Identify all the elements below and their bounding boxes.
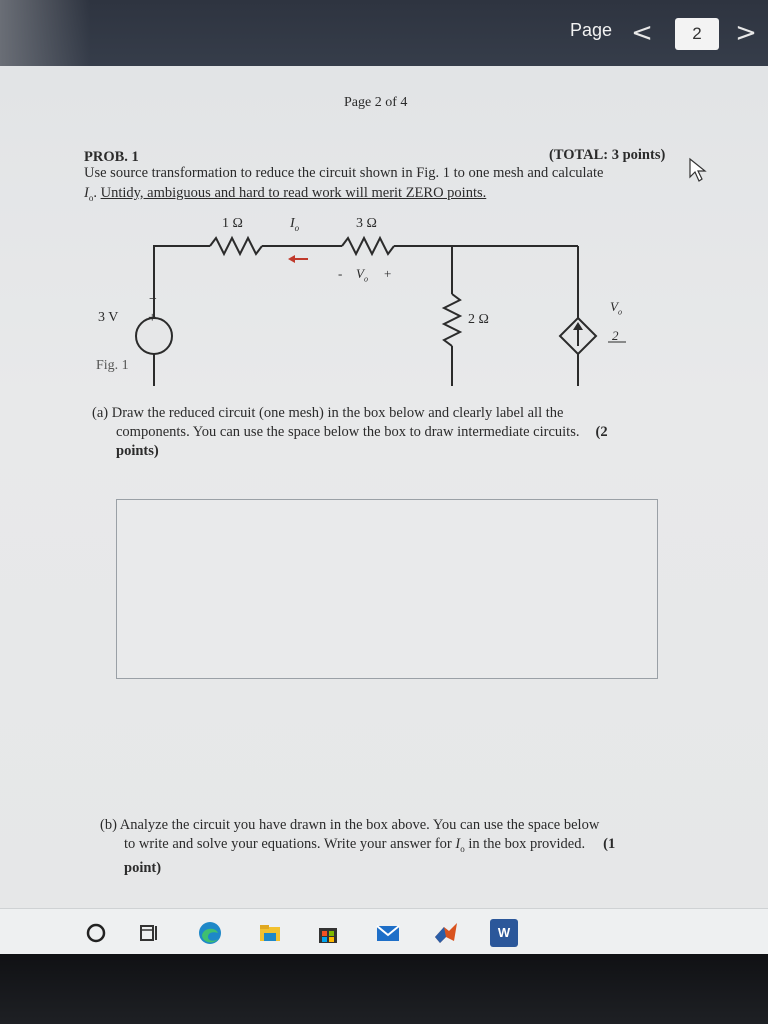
resistor-3-ohm — [342, 238, 394, 254]
label-vo-minus: - — [338, 266, 343, 281]
laptop-bezel — [0, 954, 768, 1024]
io-sub: o — [88, 192, 94, 203]
word-icon[interactable]: W — [490, 919, 518, 947]
source-plus: + — [148, 310, 157, 326]
label-r1: 1 Ω — [222, 216, 243, 231]
part-b-points: point) — [124, 859, 162, 876]
label-r2: 3 Ω — [356, 216, 377, 231]
page-label: Page — [570, 20, 613, 40]
problem-title: PROB. 1 — [84, 149, 139, 165]
label-r3: 2 Ω — [468, 312, 489, 327]
mouse-cursor-icon — [688, 157, 708, 183]
matlab-icon[interactable] — [432, 919, 460, 947]
label-source: 3 V — [98, 310, 119, 325]
source-minus: − — [149, 292, 157, 307]
store-icon[interactable] — [314, 919, 342, 947]
io-dot: . — [93, 185, 101, 201]
part-b-line2: to write and solve your equations. Write your answer for $I_o$ in the box provided. (1 — [124, 836, 616, 854]
part-a-line2: components. You can use the space below the box to draw intermediate circuits. (2 — [116, 424, 608, 440]
part-a-line1: (a) Draw the reduced circuit (one mesh) in the box below and clearly label all the — [92, 405, 564, 421]
answer-box-a[interactable] — [116, 499, 658, 679]
edge-icon[interactable] — [196, 919, 224, 947]
wire-left-top — [154, 246, 210, 318]
io-var: I — [84, 185, 89, 201]
label-dep-num: $V_o$ — [610, 299, 622, 317]
part-b-line1: (b) Analyze the circuit you have drawn in the box above. You can use the space below — [100, 817, 600, 833]
label-io: $I_o$ — [290, 216, 300, 233]
resistor-1-ohm — [210, 238, 262, 254]
part-a-points: points) — [116, 443, 159, 459]
part-b-text — [100, 816, 680, 878]
mail-icon[interactable] — [374, 919, 402, 947]
page-header: Page 2 of 4 — [344, 95, 408, 110]
viewer-toolbar — [0, 0, 768, 66]
problem-total-points: (TOTAL: 3 points) — [549, 147, 666, 163]
page-number-input[interactable]: 2 — [675, 18, 719, 50]
resistor-2-ohm — [444, 294, 460, 346]
label-vo-plus: + — [384, 266, 392, 281]
figure-caption: Fig. 1 — [96, 358, 129, 373]
problem-statement-line2 — [84, 185, 486, 203]
label-vo: $V_o$ — [356, 266, 368, 284]
task-view-icon[interactable] — [136, 919, 164, 947]
part-a-text — [92, 404, 687, 461]
document-page — [0, 66, 768, 908]
next-page-button[interactable]: > — [735, 18, 757, 48]
label-dep-den: 2 — [612, 328, 619, 343]
start-icon[interactable] — [82, 919, 110, 947]
problem-warning: Untidy, ambiguous and hard to read work will merit ZERO points. — [100, 185, 487, 201]
taskbar — [0, 908, 768, 955]
file-explorer-icon[interactable] — [256, 919, 284, 947]
toolbar-glare — [0, 0, 90, 66]
prev-page-button[interactable]: < — [631, 18, 653, 48]
circuit-figure — [80, 206, 640, 386]
problem-statement-line1: Use source transformation to reduce the circuit shown in Fig. 1 to one mesh and calculate — [84, 165, 604, 181]
